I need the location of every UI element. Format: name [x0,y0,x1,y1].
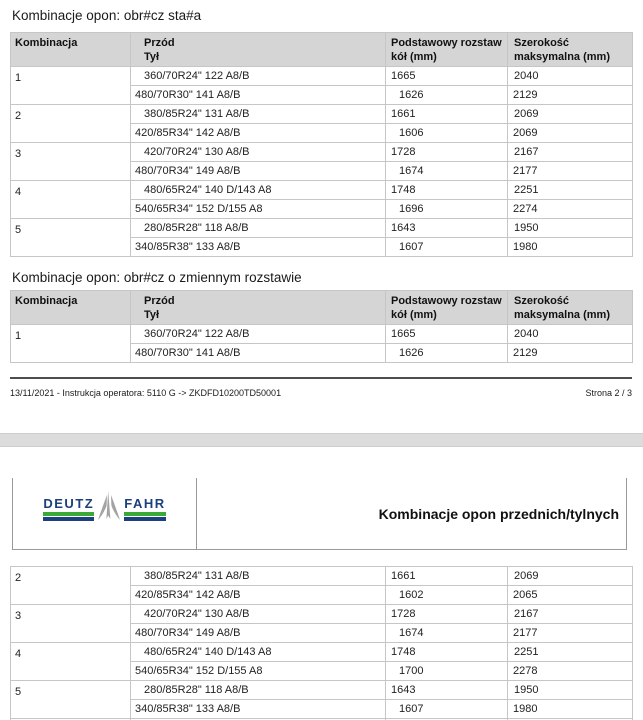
track-width-cell: 1674 [386,624,508,643]
tyre-table-fixed-rim [10,32,633,257]
max-width-cell: 2167 [508,143,633,162]
col-header-kombinacja: Kombinacja [11,291,131,325]
table-row [11,567,633,586]
track-width-cell: 1696 [386,200,508,219]
tyre-size-cell: 380/85R24" 131 A8/B [131,105,386,124]
tyre-size-cell: 420/70R24" 130 A8/B [131,143,386,162]
tyre-size-cell: 480/70R34" 149 A8/B [131,162,386,181]
tyre-size-cell: 280/85R28" 118 A8/B [131,219,386,238]
table-header-row [11,291,633,325]
table-row [11,105,633,124]
footer-divider [10,377,632,379]
page-footer [10,388,632,398]
track-width-cell: 1661 [386,567,508,586]
deutz-fahr-logo [43,490,165,521]
tyre-size-cell: 420/85R34" 142 A8/B [131,586,386,605]
combination-number-cell: 3 [11,143,131,181]
track-width-cell: 1607 [386,238,508,257]
table-header-row [11,33,633,67]
col-header-szerokosc: Szerokość maksymalna (mm) [508,33,633,67]
title-cell [197,478,627,549]
tyre-size-cell: 420/85R34" 142 A8/B [131,124,386,143]
combination-number-cell: 1 [11,325,131,363]
tyre-size-cell: 360/70R24" 122 A8/B [131,67,386,86]
max-width-cell: 1950 [508,219,633,238]
section-title-adjustable-rim: Kombinacje opon: obr#cz o zmiennym rozstawie [12,270,302,285]
table-continuation-wrap [10,566,643,720]
max-width-cell: 2278 [508,662,633,681]
track-width-cell: 1626 [386,344,508,363]
max-width-cell: 1980 [508,238,633,257]
footer-document-info: 13/11/2021 - Instrukcja operatora: 5110 G -> ZKDFD10200TD50001 [10,388,282,398]
track-width-cell: 1674 [386,162,508,181]
max-width-cell: 2129 [508,86,633,105]
logo-word-fahr [124,497,165,521]
tyre-size-cell: 340/85R38" 133 A8/B [131,700,386,719]
tyre-size-cell: 480/70R30" 141 A8/B [131,86,386,105]
col-header-kombinacja: Kombinacja [11,33,131,67]
combination-number-cell: 2 [11,567,131,605]
table-row [11,219,633,238]
tyre-size-cell: 480/65R24" 140 D/143 A8 [131,643,386,662]
max-width-cell: 2040 [508,325,633,344]
tyre-size-cell: 360/70R24" 122 A8/B [131,325,386,344]
page-title: Kombinacje opon przednich/tylnych [378,505,619,522]
max-width-cell: 2177 [508,162,633,181]
tyre-size-cell: 480/65R24" 140 D/143 A8 [131,181,386,200]
table-row [11,325,633,344]
tyre-size-cell: 340/85R38" 133 A8/B [131,238,386,257]
col-header-szerokosc: Szerokość maksymalna (mm) [508,291,633,325]
max-width-cell: 2167 [508,605,633,624]
tyre-size-cell: 280/85R28" 118 A8/B [131,681,386,700]
logo-navy-bar [124,517,165,521]
track-width-cell: 1661 [386,105,508,124]
tyre-size-cell: 480/70R34" 149 A8/B [131,624,386,643]
logo-green-bar [43,512,94,516]
tyre-size-cell: 420/70R24" 130 A8/B [131,605,386,624]
max-width-cell: 2177 [508,624,633,643]
track-width-cell: 1748 [386,643,508,662]
table-row [11,681,633,700]
table-row [11,605,633,624]
page-separator [0,433,643,447]
tyre-table-adjustable-rim [10,290,633,363]
track-width-cell: 1607 [386,700,508,719]
tyre-size-cell: 540/65R34" 152 D/155 A8 [131,662,386,681]
max-width-cell: 2129 [508,344,633,363]
combination-number-cell: 4 [11,643,131,681]
col-header-rozstaw: Podstawowy rozstaw kół (mm) [386,33,508,67]
manual-page-3 [0,447,643,720]
deutz-fahr-arrow-icon [97,490,121,522]
track-width-cell: 1606 [386,124,508,143]
tyre-size-cell: 540/65R34" 152 D/155 A8 [131,200,386,219]
col-header-rozstaw: Podstawowy rozstaw kół (mm) [386,291,508,325]
combination-number-cell: 2 [11,105,131,143]
logo-cell [12,478,197,549]
max-width-cell: 1980 [508,700,633,719]
logo-text-fahr: FAHR [124,496,166,511]
max-width-cell: 2069 [508,124,633,143]
track-width-cell: 1665 [386,67,508,86]
max-width-cell: 2040 [508,67,633,86]
max-width-cell: 2069 [508,105,633,124]
logo-word-deutz [43,497,94,521]
table-row [11,67,633,86]
track-width-cell: 1643 [386,681,508,700]
tyre-size-cell: 380/85R24" 131 A8/B [131,567,386,586]
track-width-cell: 1728 [386,143,508,162]
max-width-cell: 1950 [508,681,633,700]
max-width-cell: 2251 [508,643,633,662]
combination-number-cell: 3 [11,605,131,643]
track-width-cell: 1748 [386,181,508,200]
logo-navy-bar [43,517,94,521]
track-width-cell: 1626 [386,86,508,105]
col-header-przod-tyl: Przód Tył [131,291,386,325]
max-width-cell: 2274 [508,200,633,219]
page-header-box [12,478,627,550]
table-row [11,181,633,200]
combination-number-cell: 1 [11,67,131,105]
col-header-przod-tyl: Przód Tył [131,33,386,67]
logo-text-deutz: DEUTZ [43,496,95,511]
combination-number-cell: 5 [11,681,131,719]
track-width-cell: 1665 [386,325,508,344]
max-width-cell: 2251 [508,181,633,200]
combination-number-cell: 4 [11,181,131,219]
track-width-cell: 1700 [386,662,508,681]
max-width-cell: 2065 [508,586,633,605]
combination-number-cell: 5 [11,219,131,257]
table-row [11,643,633,662]
track-width-cell: 1643 [386,219,508,238]
max-width-cell: 2069 [508,567,633,586]
logo-green-bar [124,512,165,516]
track-width-cell: 1602 [386,586,508,605]
section-title-fixed-rim: Kombinacje opon: obr#cz sta#a [12,8,202,23]
tyre-table-continued [10,566,633,720]
table-row [11,143,633,162]
footer-page-number: Strona 2 / 3 [585,388,632,398]
tyre-size-cell: 480/70R30" 141 A8/B [131,344,386,363]
track-width-cell: 1728 [386,605,508,624]
